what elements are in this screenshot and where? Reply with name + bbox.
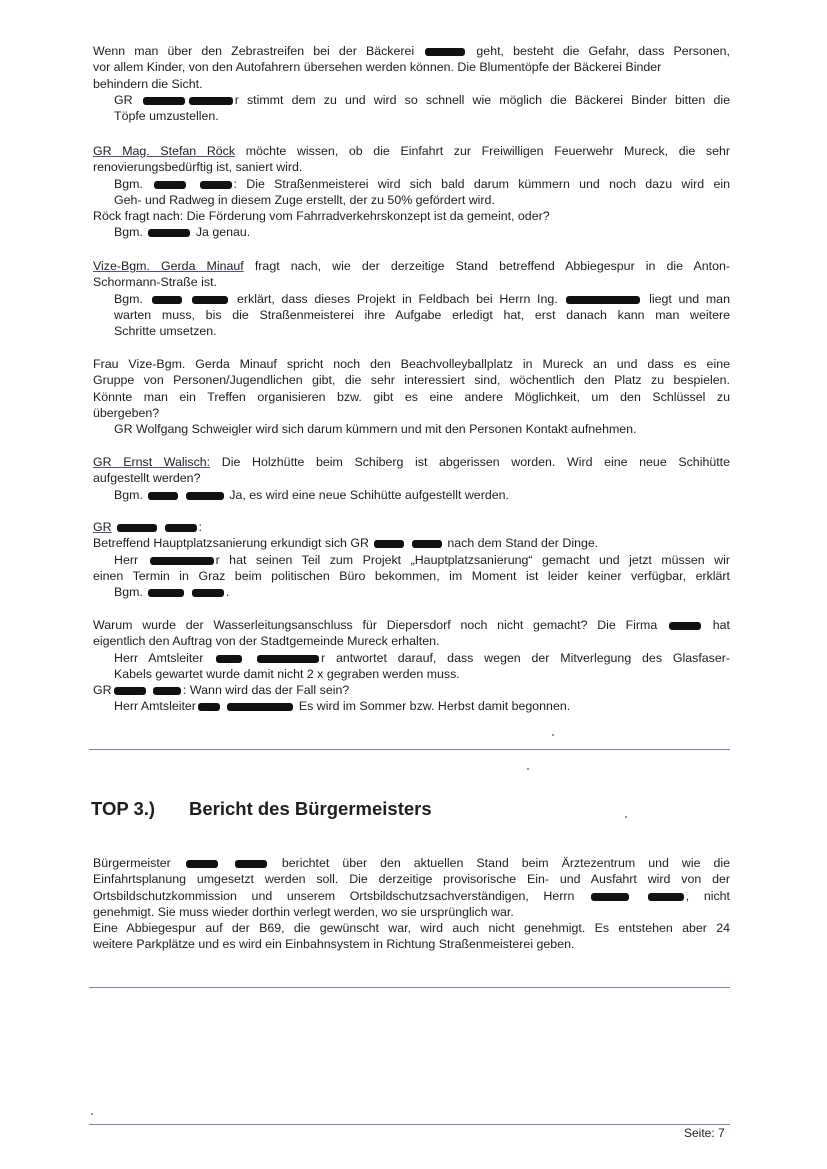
section-divider (89, 749, 730, 750)
redaction (216, 655, 242, 663)
redaction (153, 687, 181, 695)
section-title: Bericht des Bürgermeisters (189, 798, 432, 819)
redaction (152, 296, 182, 304)
page-number: Seite: 7 (684, 1126, 725, 1140)
redaction (374, 540, 404, 548)
redaction (114, 687, 146, 695)
section-number: TOP 3.) (91, 798, 156, 819)
redaction (566, 296, 640, 304)
redaction (192, 296, 228, 304)
footer-divider (89, 1124, 730, 1125)
paragraph-beachvolleyball: Frau Vize-Bgm. Gerda Minauf spricht noch den Beachvolleyballplatz in Mureck an und dass es eine Gruppe von Personen/Jugendlichen gibt, die sehr interessiert sind, wöchentlich den Platz zu bespielen. Könnte man ein Treffen organisieren bzw. gibt es eine andere Möglichkeit, um den Schlüssel zu übergeben? GR Wolfgang Schweigler wird sich darum kümmern und mit den Personen Kontakt aufnehmen. (93, 357, 730, 437)
scan-speck (625, 816, 627, 818)
paragraph-buergermeister-bericht: Bürgermeister berichtet über den aktuellen Stand beim Ärztezentrum und wie die Einfahrtsplanung umgesetzt werden soll. Die derzeitige provisorische Ein- und Ausfahrt wird von der Ortsbildschutzkommission und unserem Ortsbildschutzsachverständigen, Herrn , nicht genehmigt. Sie muss wieder dorthin verlegt werden, wo sie ursprünglich war. Eine Abbiegespur auf der B69, die gewünscht war, wird auch nicht genehmigt. Es entstehen aber 24 weitere Parkplätze und es wird ein Einbahnsystem in Richtung Straßenmeisterei geben. (93, 856, 731, 952)
paragraph-hauptplatz: GR : Betreffend Hauptplatzsanierung erkundigt sich GR nach dem Stand der Dinge. Herr r hat seinen Teil zum Projekt „Hauptplatzsanierung“ gemacht und jetzt müssen wir einen Termin in Graz beim politischen Büro bekommen, im Moment ist leider keiner verfügbar, erklärt Bgm. . (93, 520, 730, 600)
redaction (235, 860, 267, 868)
redaction (412, 540, 442, 548)
scan-speck (91, 1113, 93, 1115)
paragraph-schihuette: GR Ernst Walisch: Die Holzhütte beim Schiberg ist abgerissen worden. Wird eine neue Schihütte aufgestellt werden? Bgm. Ja, es wird eine neue Schihütte aufgestellt werden. (93, 455, 731, 502)
redaction (198, 703, 220, 711)
paragraph-abbiegespur: Vize-Bgm. Gerda Minauf fragt nach, wie der derzeitige Stand betreffend Abbiegespur in die Anton- Schormann-Straße ist. Bgm. erklärt, dass dieses Projekt in Feldbach bei Herrn Ing. liegt und man warten muss, bis die Straßenmeisterei ihre Aufgabe erledigt hat, erst danach kann man weitere Schritte umsetzen. (93, 259, 730, 339)
redaction (143, 97, 185, 105)
redaction (257, 655, 319, 663)
section-divider (89, 987, 730, 988)
redaction (669, 622, 701, 630)
speaker-name: GR (93, 520, 112, 534)
redaction (186, 492, 224, 500)
redaction (148, 229, 190, 237)
redaction (227, 703, 293, 711)
paragraph-zebrastreifen: Wenn man über den Zebrastreifen bei der Bäckerei geht, besteht die Gefahr, dass Personen, vor allem Kinder, von den Autofahrern übersehen werden können. Die Blumentöpfe der Bäckerei Binder behindern die Sicht. GR r stimmt dem zu und wird so schnell wie möglich die Bäckerei Binder bitten die Töpfe umzustellen. (93, 44, 730, 124)
redaction (425, 48, 465, 56)
redaction (648, 893, 684, 901)
redaction (148, 492, 178, 500)
redaction (117, 524, 157, 532)
redaction (150, 557, 214, 565)
redaction (192, 589, 224, 597)
redaction (200, 181, 232, 189)
redaction (148, 589, 184, 597)
redaction (186, 860, 218, 868)
speaker-name: GR Mag. Stefan Röck (93, 144, 236, 158)
redaction (591, 893, 629, 901)
redaction (165, 524, 197, 532)
paragraph-feuerwehr: GR Mag. Stefan Röck möchte wissen, ob die Einfahrt zur Freiwilligen Feuerwehr Mureck, die sehr renovierungsbedürftig ist, saniert wird. Bgm. : Die Straßenmeisterei wird sich bald darum kümmern und noch dazu wird ein Geh- und Radweg in diesem Zuge erstellt, der zu 50% gefördert wird. Röck fragt nach: Die Förderung vom Fahrradverkehrskonzept ist da gemeint, oder? Bgm. Ja genau. (93, 144, 730, 240)
scan-speck (552, 734, 554, 736)
speaker-name: Vize-Bgm. Gerda Minauf (93, 259, 244, 273)
redaction (154, 181, 186, 189)
redaction (189, 97, 233, 105)
paragraph-wasserleitung: Warum wurde der Wasserleitungsanschluss für Diepersdorf noch nicht gemacht? Die Firma hat eigentlich den Auftrag von der Stadtgemeinde Mureck erhalten. Herr Amtsleiter r antwortet darauf, dass wegen der Mitverlegung des Glasfaser- Kabels gewartet wurde damit nicht 2 x gegraben werden muss. GR : Wann wird das der Fall sein? Herr Amtsleiter Es wird im Sommer bzw. Herbst damit begonnen. (93, 618, 730, 714)
section-heading (91, 798, 432, 820)
scan-speck (527, 768, 529, 770)
speaker-name: GR Ernst Walisch: (93, 455, 211, 469)
